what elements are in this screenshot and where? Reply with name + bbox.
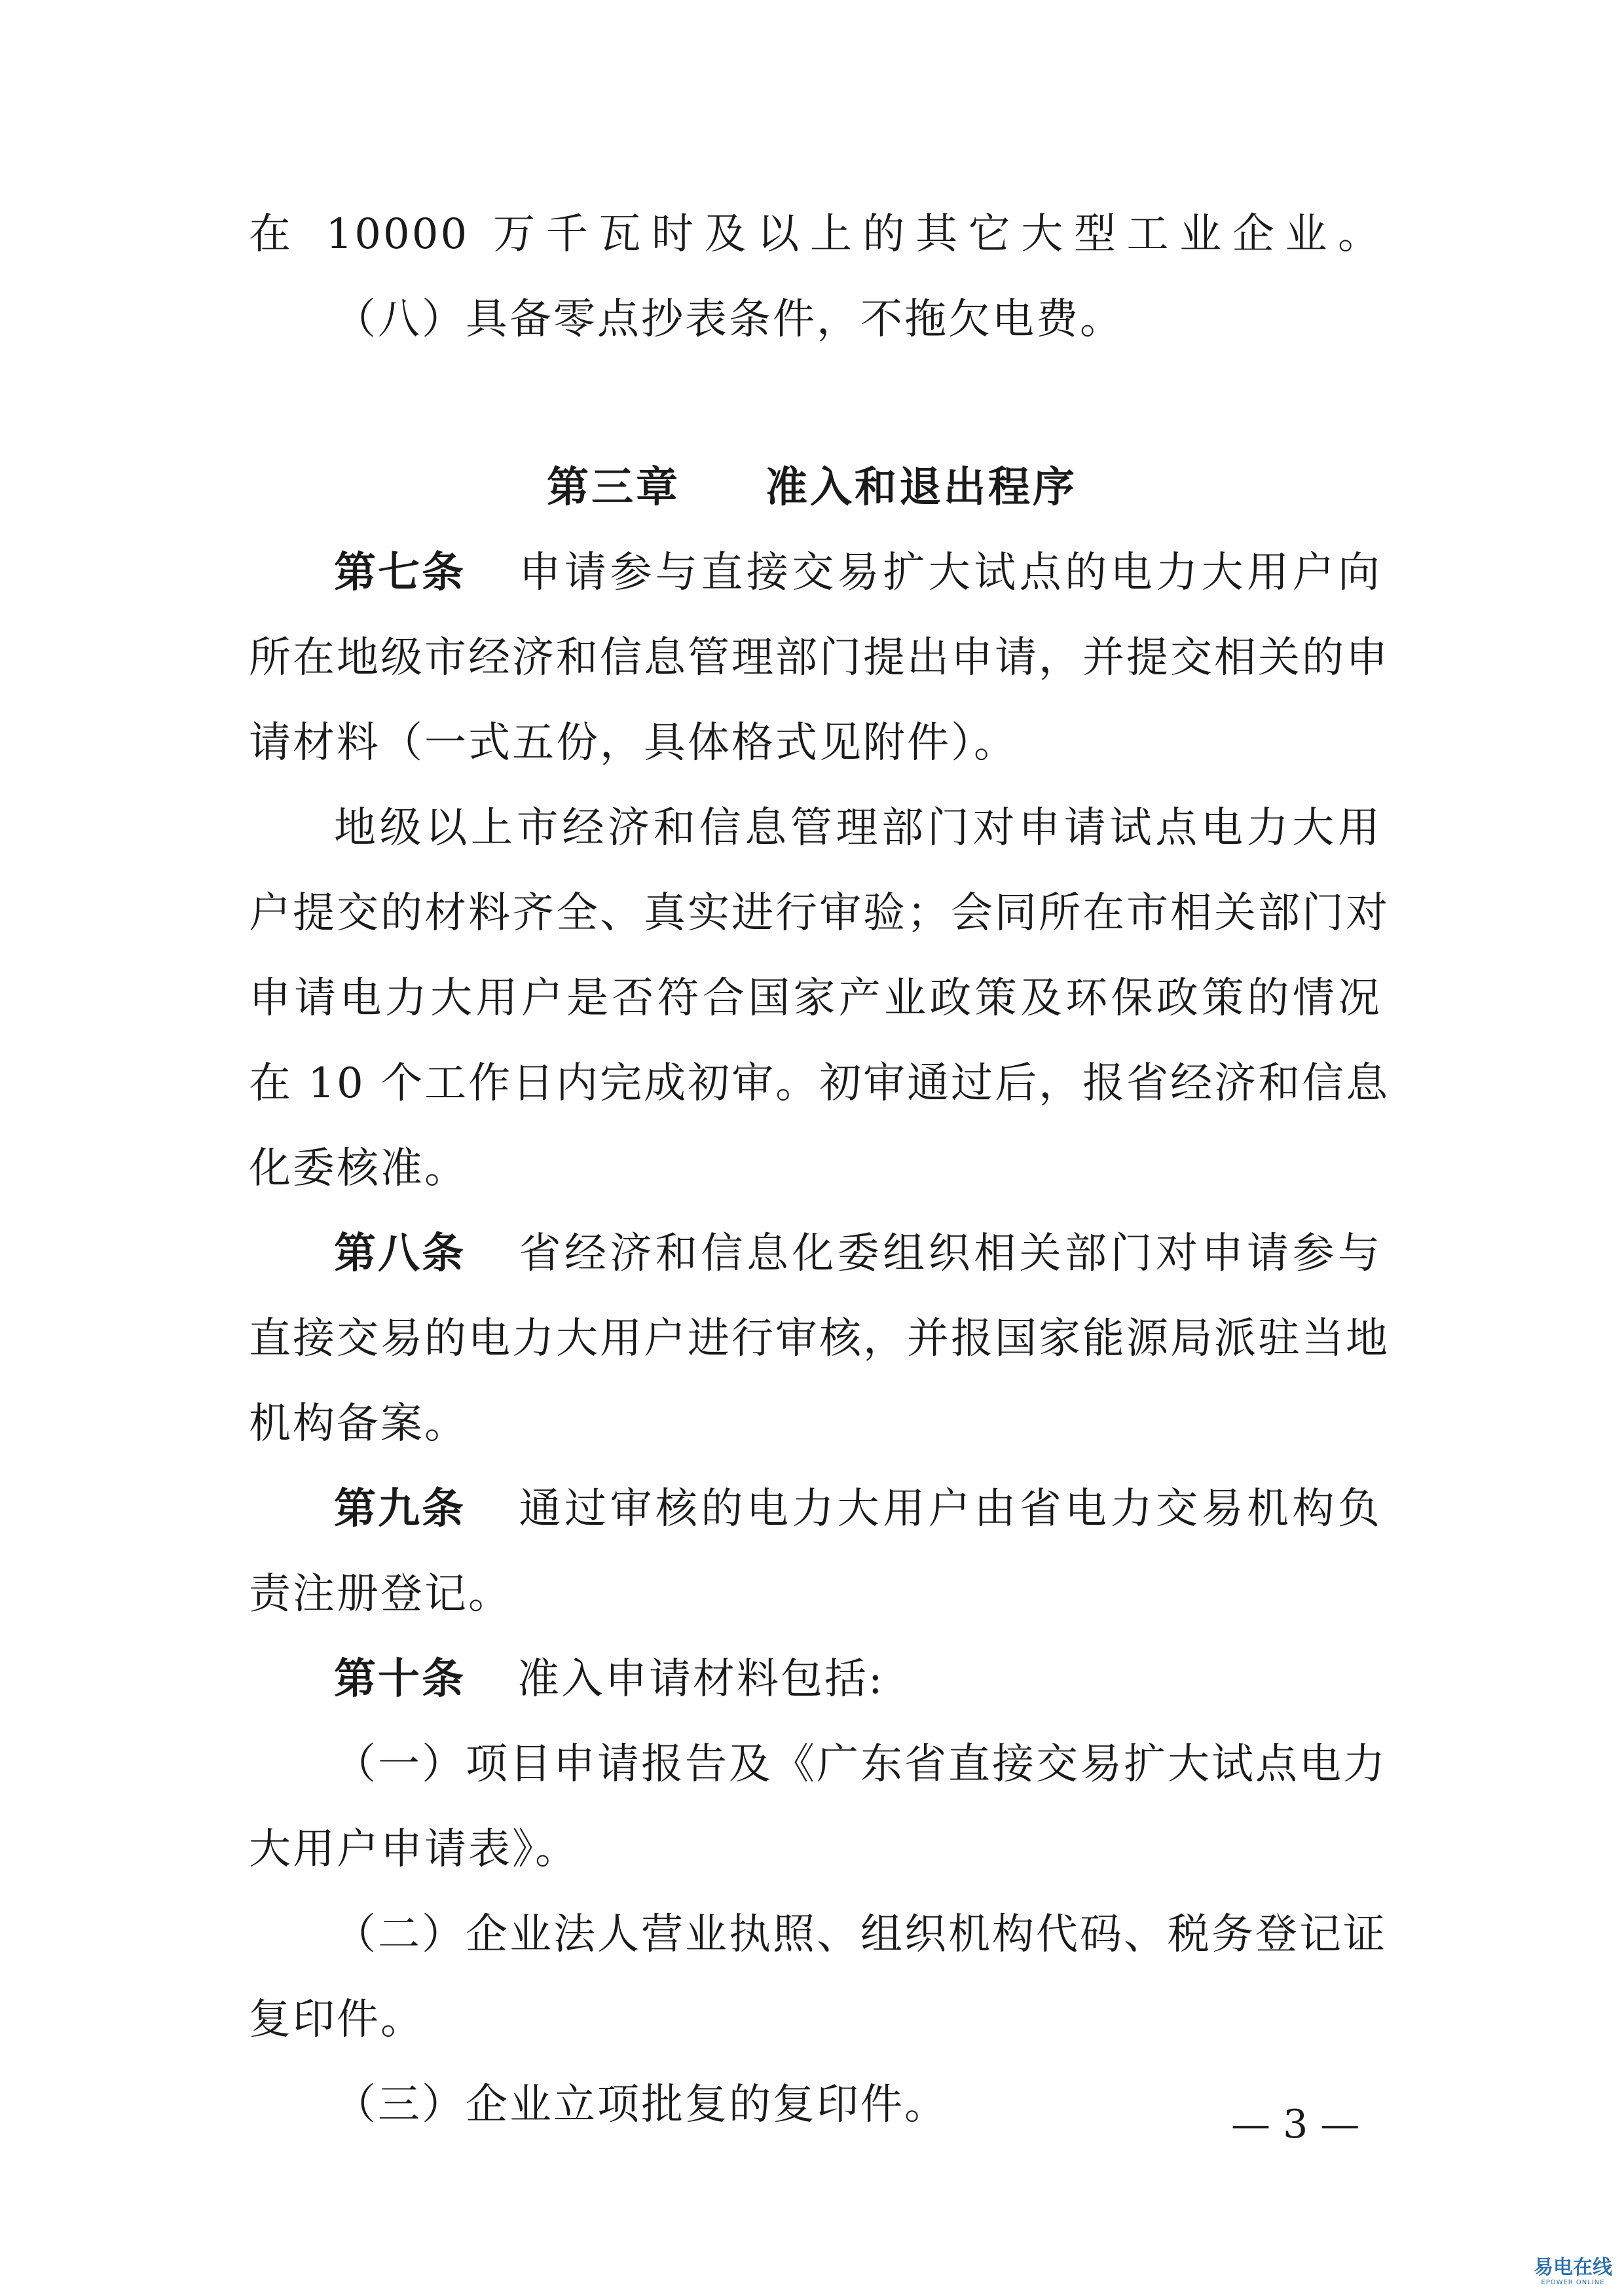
article-label: 第八条 xyxy=(334,1229,466,1278)
article-label: 第十条 xyxy=(334,1654,466,1704)
text-line: （二）企业法人营业执照、组织机构代码、税务登记证 xyxy=(334,1910,1387,1959)
text-line: 申请电力大用户是否符合国家产业政策及环保政策的情况 xyxy=(249,974,1382,1023)
article-label: 第七条 xyxy=(334,548,466,597)
text-line: 在 10000 万千瓦时及以上的其它大型工业企业。 xyxy=(249,210,1382,259)
article-7 xyxy=(334,547,1382,599)
text-line: 大用户申请表》。 xyxy=(249,1825,579,1874)
text-line: 复印件。 xyxy=(249,1995,424,2044)
text-line: 责注册登记。 xyxy=(249,1570,512,1618)
article-10 xyxy=(334,1653,1382,1705)
article-9 xyxy=(334,1483,1382,1535)
text-line: 所在地级市经济和信息管理部门提出申请，并提交相关的申 xyxy=(249,634,1390,682)
watermark-logo xyxy=(1534,2257,1612,2287)
article-text: 准入申请材料包括: xyxy=(517,1655,885,1704)
text-line: 户提交的材料齐全、真实进行审验；会同所在市相关部门对 xyxy=(249,889,1390,938)
text-line: 请材料（一式五份，具体格式见附件）。 xyxy=(249,719,1018,767)
watermark-en: EPOWER ONLINE xyxy=(1541,2279,1605,2286)
article-8 xyxy=(334,1228,1382,1280)
text-line: 机构备案。 xyxy=(249,1400,468,1448)
text-line: 在 10 个工作日内完成初审。初审通过后，报省经济和信息 xyxy=(249,1059,1390,1108)
text-line: （八）具备零点抄表条件，不拖欠电费。 xyxy=(334,295,1124,344)
article-text: 通过审核的电力大用户由省电力交易机构负 xyxy=(517,1485,1382,1533)
article-text: 申请参与直接交易扩大试点的电力大用户向 xyxy=(517,549,1382,597)
watermark-cn: 易电在线 xyxy=(1534,2256,1612,2279)
article-label: 第九条 xyxy=(334,1484,466,1533)
chapter-number: 第三章 xyxy=(547,463,680,512)
chapter-title: 准入和退出程序 xyxy=(766,463,1077,512)
text-line: 直接交易的电力大用户进行审核，并报国家能源局派驻当地 xyxy=(249,1315,1390,1363)
text-line: （三）企业立项批复的复印件。 xyxy=(334,2081,948,2129)
text-line: 地级以上市经济和信息管理部门对申请试点电力大用 xyxy=(334,804,1382,852)
article-text: 省经济和信息化委组织相关部门对申请参与 xyxy=(517,1230,1382,1278)
chapter-heading xyxy=(0,462,1624,514)
text-line: 化委核准。 xyxy=(249,1144,468,1193)
page-number: — 3 — xyxy=(1231,2102,1360,2147)
text-line: （一）项目申请报告及《广东省直接交易扩大试点电力 xyxy=(334,1740,1387,1789)
